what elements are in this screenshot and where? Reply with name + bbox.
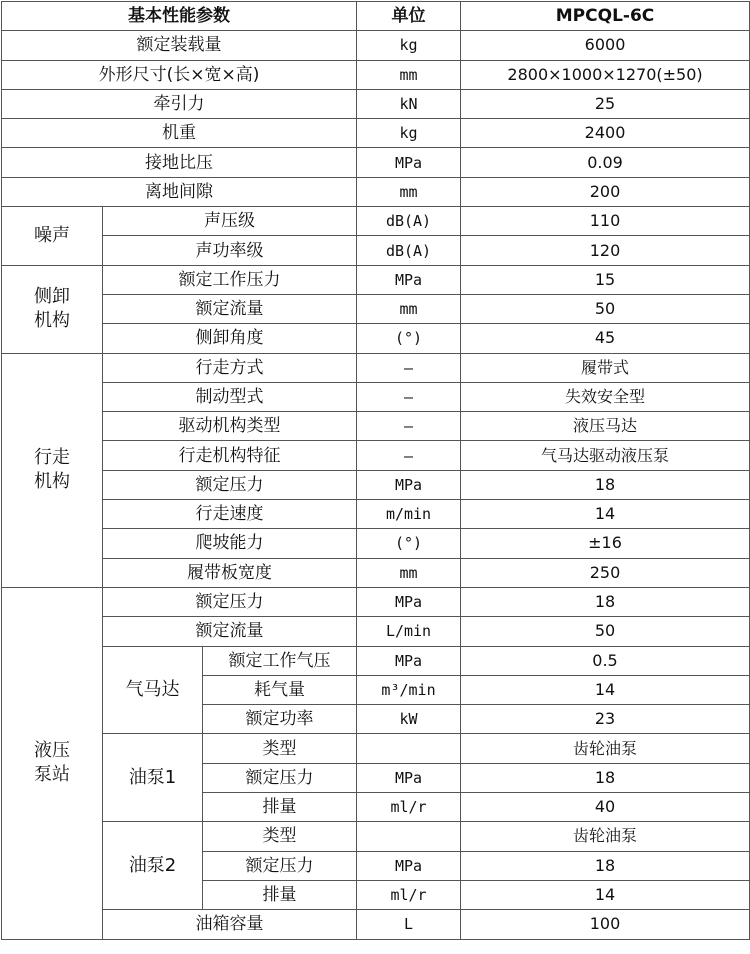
subgroup-air-motor: 气马达 [103, 646, 203, 734]
param-name: 额定流量 [103, 294, 357, 323]
spec-table [1, 1, 750, 940]
param-name: 接地比压 [2, 148, 357, 177]
param-value: 14 [461, 880, 750, 909]
param-name: 离地间隙 [2, 177, 357, 206]
param-value: 0.5 [461, 646, 750, 675]
param-unit [357, 734, 461, 763]
param-name: 额定压力 [103, 470, 357, 499]
group-label: 液压 泵站 [34, 740, 70, 786]
param-value: 14 [461, 500, 750, 529]
table-row [2, 529, 750, 558]
table-row [2, 89, 750, 118]
table-row [2, 910, 750, 939]
param-value: 250 [461, 558, 750, 587]
param-unit: mm [357, 294, 461, 323]
param-unit: MPa [357, 851, 461, 880]
param-unit: kN [357, 89, 461, 118]
param-name: 额定功率 [203, 705, 357, 734]
param-unit: L/min [357, 617, 461, 646]
param-name: 履带板宽度 [103, 558, 357, 587]
group-hydraulic [2, 587, 103, 939]
param-value: 0.09 [461, 148, 750, 177]
param-name: 额定流量 [103, 617, 357, 646]
param-value: 23 [461, 705, 750, 734]
param-name: 类型 [203, 734, 357, 763]
table-row [2, 294, 750, 323]
table-row [2, 265, 750, 294]
param-value: 液压马达 [461, 412, 750, 441]
param-name: 爬坡能力 [103, 529, 357, 558]
table-row [2, 119, 750, 148]
param-name: 声功率级 [103, 236, 357, 265]
table-row [2, 500, 750, 529]
param-unit: — [357, 441, 461, 470]
header-model: MPCQL-6C [461, 2, 750, 31]
param-name: 类型 [203, 822, 357, 851]
param-unit: mm [357, 558, 461, 587]
param-value: 45 [461, 324, 750, 353]
table-row [2, 441, 750, 470]
param-name: 额定压力 [103, 587, 357, 616]
param-name: 油箱容量 [103, 910, 357, 939]
param-unit: MPa [357, 265, 461, 294]
param-unit: L [357, 910, 461, 939]
param-unit: MPa [357, 763, 461, 792]
param-value: 100 [461, 910, 750, 939]
param-value: 18 [461, 763, 750, 792]
param-name: 行走速度 [103, 500, 357, 529]
param-unit: ml/r [357, 880, 461, 909]
subgroup-pump-1: 油泵1 [103, 734, 203, 822]
param-unit: kg [357, 119, 461, 148]
param-value: 15 [461, 265, 750, 294]
param-name: 耗气量 [203, 675, 357, 704]
param-value: 110 [461, 207, 750, 236]
param-unit: — [357, 412, 461, 441]
group-side-dump [2, 265, 103, 353]
param-name: 机重 [2, 119, 357, 148]
table-row [2, 236, 750, 265]
param-unit: (°) [357, 324, 461, 353]
table-row [2, 646, 750, 675]
table-row [2, 558, 750, 587]
param-unit: MPa [357, 470, 461, 499]
param-value: 18 [461, 587, 750, 616]
param-name: 侧卸角度 [103, 324, 357, 353]
param-unit: kW [357, 705, 461, 734]
param-value: ±16 [461, 529, 750, 558]
param-unit: MPa [357, 646, 461, 675]
param-name: 行走方式 [103, 353, 357, 382]
table-row [2, 382, 750, 411]
param-value: 50 [461, 294, 750, 323]
group-travel [2, 353, 103, 587]
param-name: 行走机构特征 [103, 441, 357, 470]
param-name: 制动型式 [103, 382, 357, 411]
param-name: 驱动机构类型 [103, 412, 357, 441]
group-noise [2, 207, 103, 266]
param-value: 履带式 [461, 353, 750, 382]
param-value: 25 [461, 89, 750, 118]
param-value: 失效安全型 [461, 382, 750, 411]
param-value: 齿轮油泵 [461, 822, 750, 851]
param-name: 排量 [203, 880, 357, 909]
param-name: 额定装载量 [2, 31, 357, 60]
table-row [2, 353, 750, 382]
group-label: 行走 机构 [34, 447, 70, 493]
table-row [2, 587, 750, 616]
table-row [2, 734, 750, 763]
param-unit: dB(A) [357, 236, 461, 265]
param-name: 外形尺寸(长×宽×高) [2, 60, 357, 89]
param-name: 额定压力 [203, 763, 357, 792]
param-value: 200 [461, 177, 750, 206]
param-value: 120 [461, 236, 750, 265]
group-label: 噪声 [34, 224, 70, 246]
table-row [2, 148, 750, 177]
table-row [2, 324, 750, 353]
param-name: 声压级 [103, 207, 357, 236]
param-unit: kg [357, 31, 461, 60]
param-value: 气马达驱动液压泵 [461, 441, 750, 470]
param-unit: m/min [357, 500, 461, 529]
header-param: 基本性能参数 [2, 2, 357, 31]
param-unit: MPa [357, 148, 461, 177]
param-name: 牵引力 [2, 89, 357, 118]
param-name: 排量 [203, 793, 357, 822]
param-unit: (°) [357, 529, 461, 558]
param-unit: mm [357, 177, 461, 206]
param-unit: ml/r [357, 793, 461, 822]
param-value: 2400 [461, 119, 750, 148]
param-value: 2800×1000×1270(±50) [461, 60, 750, 89]
header-unit: 单位 [357, 2, 461, 31]
param-value: 50 [461, 617, 750, 646]
param-unit [357, 822, 461, 851]
table-row [2, 412, 750, 441]
table-row [2, 60, 750, 89]
table-row [2, 31, 750, 60]
header-row [2, 2, 750, 31]
param-name: 额定工作气压 [203, 646, 357, 675]
param-value: 18 [461, 851, 750, 880]
param-name: 额定压力 [203, 851, 357, 880]
param-unit: m³/min [357, 675, 461, 704]
table-row [2, 470, 750, 499]
param-value: 6000 [461, 31, 750, 60]
table-row [2, 177, 750, 206]
group-label: 侧卸 机构 [34, 286, 70, 332]
table-row [2, 207, 750, 236]
param-value: 18 [461, 470, 750, 499]
param-unit: MPa [357, 587, 461, 616]
subgroup-pump-2: 油泵2 [103, 822, 203, 910]
param-name: 额定工作压力 [103, 265, 357, 294]
param-value: 14 [461, 675, 750, 704]
table-row [2, 617, 750, 646]
param-unit: dB(A) [357, 207, 461, 236]
param-unit: — [357, 382, 461, 411]
param-unit: mm [357, 60, 461, 89]
param-unit: — [357, 353, 461, 382]
param-value: 40 [461, 793, 750, 822]
param-value: 齿轮油泵 [461, 734, 750, 763]
table-row [2, 822, 750, 851]
